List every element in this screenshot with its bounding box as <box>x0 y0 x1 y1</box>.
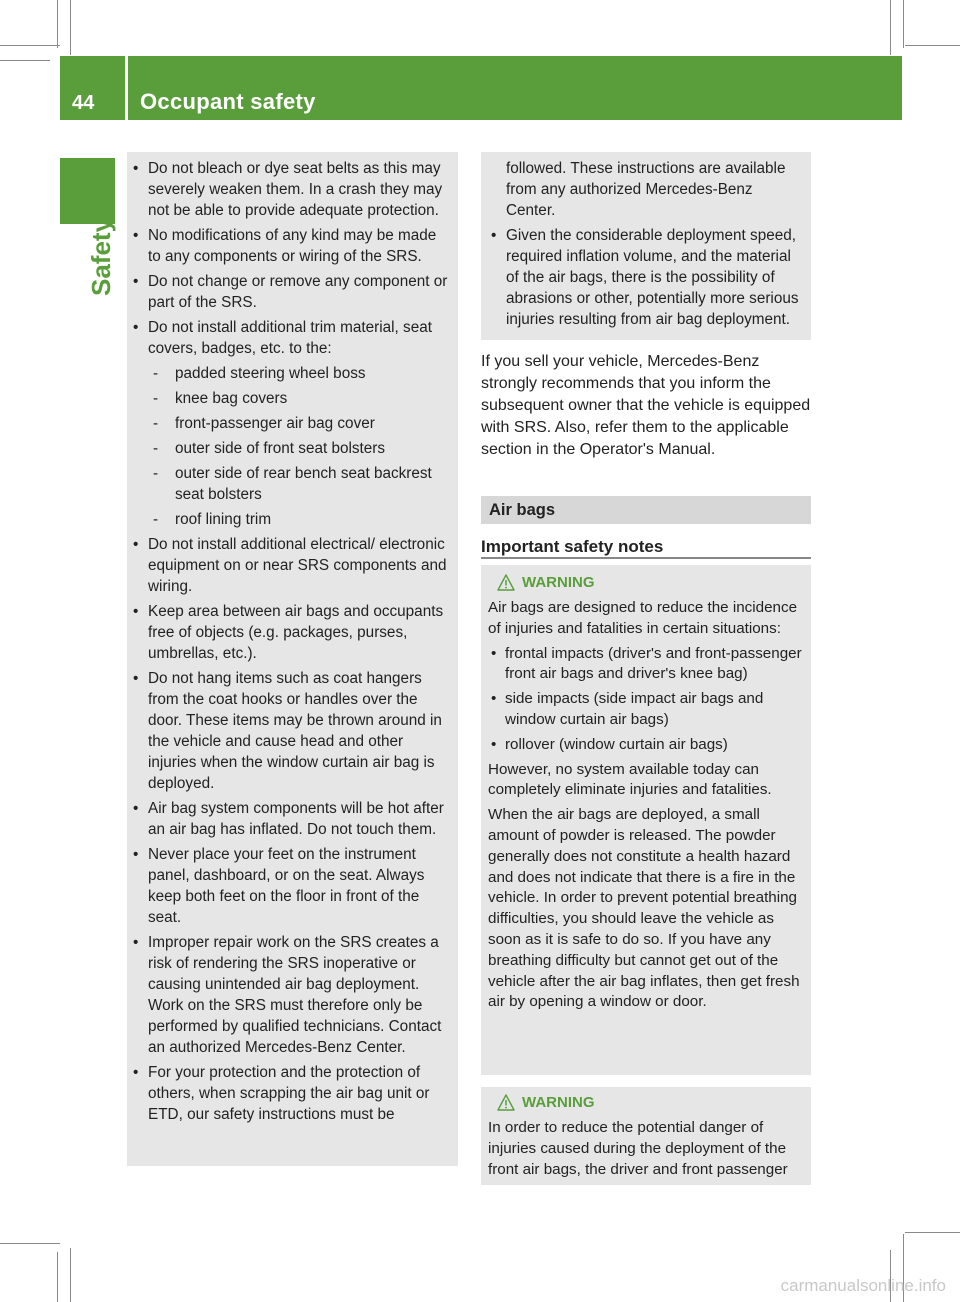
sub-list-item: - outer side of front seat bolsters <box>153 440 386 457</box>
list-item: • Never place your feet on the instrument panel, dashboard, or on the seat. Always keep both feet on the floor in front of the seat. <box>133 846 425 926</box>
crop-mark <box>905 1232 960 1233</box>
list-item: • No modifications of any kind may be made to any components or wiring of the SRS. <box>133 227 437 265</box>
header-divider <box>125 56 128 120</box>
sell-vehicle-paragraph: If you sell your vehicle, Mercedes-Benz strongly recommends that you inform the subsequent owner that the vehicle is equipped with SRS. Also, refer them to the applicable section in the Operator's Manual. <box>481 353 811 458</box>
bullet-icon: • <box>133 536 139 553</box>
bullet-icon: • <box>133 846 139 863</box>
crop-mark <box>70 1248 71 1302</box>
list-item: • Do not bleach or dye seat belts as this may severely weaken them. In a crash they may not be able to provide adequate protection. <box>133 160 443 219</box>
bullet-icon: • <box>491 644 497 662</box>
crop-mark <box>57 0 58 48</box>
continued-notes-text <box>491 158 806 330</box>
bullet-icon: • <box>133 800 139 817</box>
sub-list-item: - front-passenger air bag cover <box>153 415 375 432</box>
subheading-air-bags: Air bags <box>489 501 556 519</box>
crop-mark <box>0 45 60 46</box>
list-item: • Given the considerable deployment speed, required inflation volume, and the material of the air bags, there is the possibility of abrasions or other, potentially more serious injuries resulting from air bag deployment. <box>491 227 799 328</box>
warning-paragraph: When the air bags are deployed, a small amount of powder is released. The powder generally does not constitute a health hazard and does not indicate that there is a fire in the vehicle. In order to prevent potential breathing difficulties, you should leave the vehicle as soon as it is safe to do so. If you have any breathing difficulty but cannot get out of the vehicle after the air bag inflates, then get fresh air by opening a window or door. <box>488 806 800 1011</box>
crop-mark <box>0 1243 60 1244</box>
watermark: carmanualsonline.info <box>780 1276 946 1295</box>
crop-mark <box>890 0 891 55</box>
heading-rule <box>481 557 811 559</box>
list-item: • Do not hang items such as coat hangers from the coat hooks or handles over the door. These items may be thrown around in the vehicle and cause head and other injuries when the window curtain air bag is deployed. <box>133 670 442 792</box>
warning-label: WARNING <box>522 574 595 591</box>
sub-list-item: - outer side of rear bench seat backrest seat bolsters <box>153 465 432 503</box>
important-safety-notes-heading: Important safety notes <box>481 537 664 556</box>
chapter-tab-label: Safety <box>86 217 116 296</box>
dash-icon: - <box>153 390 159 407</box>
dash-icon: - <box>153 511 159 528</box>
bullet-icon: • <box>491 227 497 244</box>
bullet-icon: • <box>133 227 139 244</box>
list-item: • For your protection and the protection of others, when scrapping the air bag unit or ETD, our safety instructions must be <box>133 1064 430 1123</box>
continued-text: followed. These instructions are available from any authorized Mercedes-Benz Center. <box>506 160 786 219</box>
left-bullet-list <box>133 158 453 1125</box>
list-item: • Keep area between air bags and occupants free of objects (e.g. packages, purses, umbrellas, etc.). <box>133 603 444 662</box>
bullet-icon: • <box>133 603 139 620</box>
crop-mark <box>57 1252 58 1302</box>
crop-mark <box>903 0 904 48</box>
list-item: • side impacts (side impact air bags and window curtain air bags) <box>491 690 764 728</box>
crop-mark <box>0 60 50 61</box>
sub-list-item: - knee bag covers <box>153 390 288 407</box>
sub-list-item: - padded steering wheel boss <box>153 365 366 382</box>
bullet-icon: • <box>133 273 139 290</box>
warning-label: WARNING <box>522 1094 595 1111</box>
bullet-icon: • <box>133 934 139 951</box>
list-item: • frontal impacts (driver's and front-passenger front air bags and driver's knee bag) <box>491 644 802 683</box>
dash-icon: - <box>153 440 159 457</box>
dash-icon: - <box>153 415 159 432</box>
bullet-icon: • <box>491 735 497 753</box>
bullet-icon: • <box>133 1064 139 1081</box>
bullet-icon: • <box>133 160 139 177</box>
section-title: Occupant safety <box>140 89 316 114</box>
list-item: • Do not install additional trim material, seat covers, badges, etc. to the: <box>133 319 432 357</box>
bullet-icon: • <box>133 319 139 336</box>
sub-list-item: - roof lining trim <box>153 511 272 528</box>
dash-icon: - <box>153 465 159 482</box>
warning-intro: Air bags are designed to reduce the incidence of injuries and fatalities in certain situations: <box>488 599 798 637</box>
list-item: • Improper repair work on the SRS creates a risk of rendering the SRS inoperative or causing unintended air bag deployment. Work on the SRS must therefore only be performed by qualified technicians. Contact an authorized Mercedes-Benz Center. <box>133 934 442 1056</box>
warning-paragraph: However, no system available today can completely eliminate injuries and fatalities. <box>488 760 772 799</box>
list-item: • Do not install additional electrical/ electronic equipment on or near SRS components and wiring. <box>133 536 447 595</box>
list-item: • Air bag system components will be hot after an air bag has inflated. Do not touch them. <box>133 800 444 838</box>
bullet-icon: • <box>133 670 139 687</box>
list-item: • rollover (window curtain air bags) <box>488 735 806 756</box>
page-number: 44 <box>72 92 95 114</box>
crop-mark <box>905 45 960 46</box>
warning-triangle-icon <box>497 574 515 591</box>
dash-icon: - <box>153 365 159 382</box>
chapter-tab-marker <box>60 158 115 224</box>
bullet-icon: • <box>491 690 497 708</box>
warning-text: In order to reduce the potential danger of injuries caused during the deployment of the front air bags, the driver and front passenger <box>488 1119 788 1178</box>
crop-mark <box>70 0 71 55</box>
list-item: • Do not change or remove any component or part of the SRS. <box>133 273 448 311</box>
warning-triangle-icon <box>497 1094 515 1111</box>
warning-text <box>488 598 806 1013</box>
